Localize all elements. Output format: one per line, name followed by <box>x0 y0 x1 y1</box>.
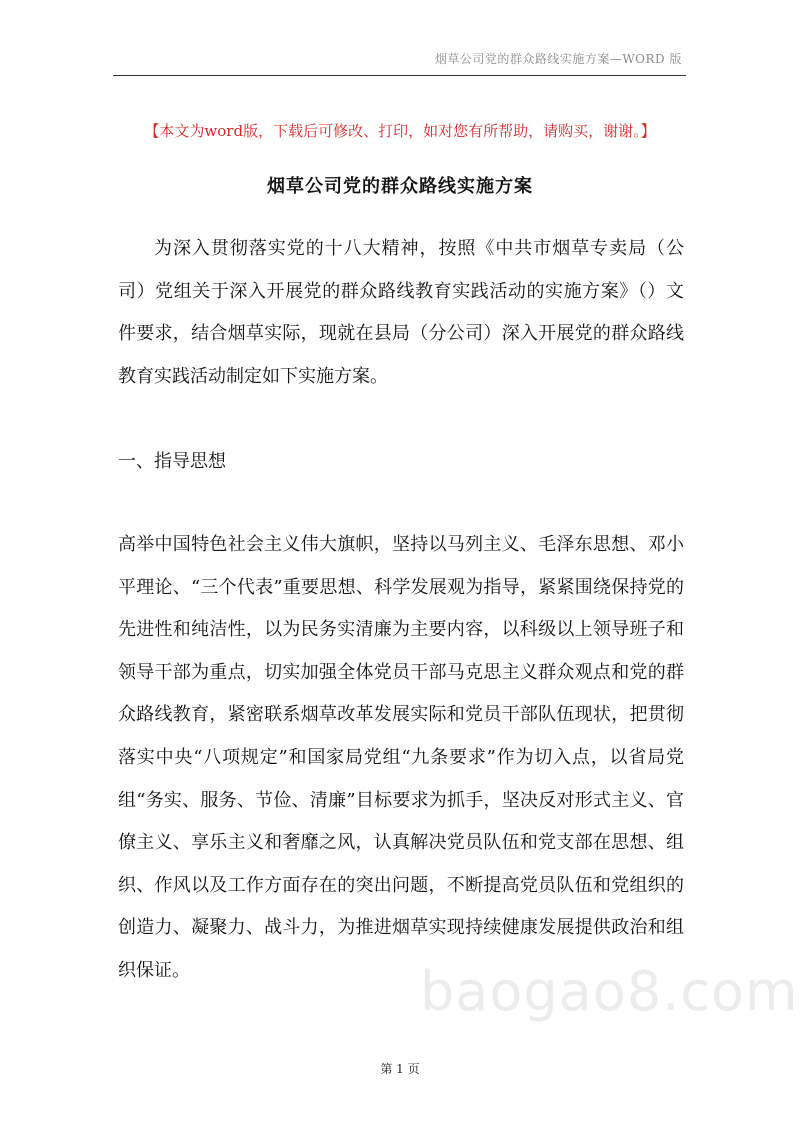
section-heading-guiding-ideology: 一、指导思想 <box>118 451 226 472</box>
watermark: baogao8.com <box>420 960 799 1023</box>
intro-paragraph: 为深入贯彻落实党的十八大精神，按照《中共市烟草专卖局（公司）党组关于深入开展党的群众路线教育实践活动的实施方案》（）文件要求，结合烟草实际，现就在县局（分公司）深入开展党的群众路线教育实践活动制定如下实施方案。 <box>118 238 684 387</box>
page-number: 第 1 页 <box>380 1062 420 1076</box>
running-header: 烟草公司党的群众路线实施方案—WORD 版 <box>434 52 682 66</box>
purchase-notice: 【本文为word版，下载后可修改、打印，如对您有所帮助，请购买，谢谢。】 <box>144 122 656 140</box>
header-divider <box>113 75 686 76</box>
document-title: 烟草公司党的群众路线实施方案 <box>267 176 533 197</box>
body-paragraph: 高举中国特色社会主义伟大旗帜，坚持以马列主义、毛泽东思想、邓小平理论、“三个代表”重要思想、科学发展观为指导，紧紧围绕保持党的先进性和纯洁性，以为民务实清廉为主要内容，以科级以上领导班子和领导干部为重点，切实加强全体党员干部马克思主义群众观点和党的群众路线教育，紧密联系烟草改革发展实际和党员干部队伍现状，把贯彻落实中央“八项规定”和国家局党组“九条要求”作为切入点，以省局党组“务实、服务、节俭、清廉”目标要求为抓手，坚决反对形式主义、官僚主义、享乐主义和奢靡之风，认真解决党员队伍和党支部在思想、组织、作风以及工作方面存在的突出问题，不断提高党员队伍和党组织的创造力、凝聚力、战斗力，为推进烟草实现持续健康发展提供政治和组织保证。 <box>118 534 684 981</box>
